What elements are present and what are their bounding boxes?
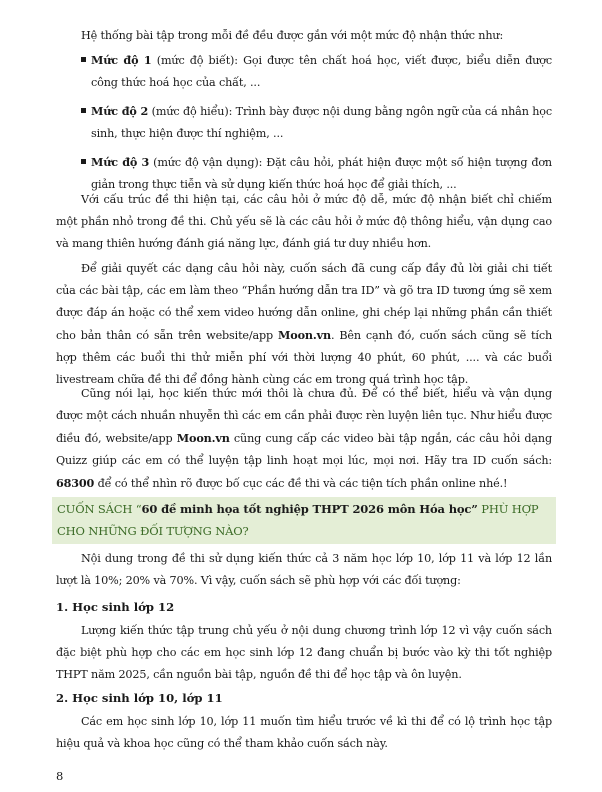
text-run: . Bên cạnh đó, cuốn sách cũng sẽ tích hợp thêm các buổi thi thử miễn phí với thời lượng 40 phút, 60 phút, .... và các buổi livestream chữa đề thi để đồng hành cùng các em trong quá trình học tập. (56, 329, 552, 386)
level-title: Mức độ 3 (91, 155, 150, 169)
level-description: (mức độ vận dụng): Đặt câu hỏi, phát hiện được một số hiện tượng đơn giản trong thực tiễn và sử dụng kiến thức hoá học để giải thích, ... (91, 156, 552, 191)
level-title: Mức độ 1 (91, 53, 152, 67)
section-heading-grade-12: 1. Học sinh lớp 12 (56, 600, 175, 614)
book-id: 68300 (56, 476, 95, 490)
intro-text: Hệ thống bài tập trong mỗi đề đều được gắn với một mức độ nhận thức như: (81, 29, 504, 42)
text-run: cũng cung cấp các video bài tập ngắn, các câu hỏi dạng Quizz giúp các em có thể luyện tập linh hoạt mọi lúc, mọi nơi. Hãy tra ID cuốn sách: (56, 432, 552, 467)
text-run: PHÙ HỢP CHO NHỮNG ĐỐI TƯỢNG NÀO? (57, 502, 539, 538)
level-item (56, 100, 552, 145)
level-description: (mức độ biết): Gọi được tên chất hoá học, viết được, biểu diễn được công thức hoá học của chất, ... (91, 54, 552, 89)
brand-name: Moon.vn (176, 431, 230, 445)
paragraph-solutions (56, 258, 552, 391)
text-run: Cũng nói lại, học kiến thức mới thôi là chưa đủ. Để có thể biết, hiểu và vận dụng được một cách nhuần nhuyễn thì các em cần phải được rèn luyện liên tục. Như hiểu được điều đó, website/app (56, 387, 552, 445)
square-bullet-icon (81, 57, 86, 62)
book-title: 60 đề minh họa tốt nghiệp THPT 2026 môn Hóa học” (141, 502, 478, 516)
text-run: Để giải quyết các dạng câu hỏi này, cuốn sách đã cung cấp đầy đủ lời giải chi tiết của các bài tập, các em làm theo “Phần hướng dẫn tra ID” và gõ tra ID tương ứng sẽ xem được đáp án hoặc có thể xem video hướng dẫn online, ghi chép lại những phần cần thiết cho bản thân có sẵn trên website/app (56, 262, 552, 342)
section-banner (52, 497, 556, 544)
cognitive-levels-list (56, 49, 552, 202)
text-run: CUỐN SÁCH “ (57, 502, 142, 516)
section-heading-grade-10-11: 2. Học sinh lớp 10, lớp 11 (56, 691, 223, 705)
section-body-grade-10-11: Các em học sinh lớp 10, lớp 11 muốn tìm hiểu trước về kì thi để có lộ trình học tập hiệu quả và khoa học cũng có thể tham khảo cuốn sách này. (56, 715, 552, 750)
square-bullet-icon (81, 108, 86, 113)
text-run: để có thể nhìn rõ được bố cục các đề thi và các tiện tích phần online nhé.! (94, 477, 508, 490)
brand-name: Moon.vn (278, 328, 331, 342)
paragraph-content-share: Nội dung trong đề thi sử dụng kiến thức cả 3 năm học lớp 10, lớp 11 và lớp 12 lần lượt là 10%; 20% và 70%. Vì vậy, cuốn sách sẽ phù hợp với các đối tượng: (56, 552, 552, 587)
paragraph-practice (56, 383, 552, 495)
banner-text (57, 498, 548, 542)
level-title: Mức độ 2 (91, 104, 149, 118)
square-bullet-icon (81, 159, 86, 164)
level-item (56, 49, 552, 94)
section-body-grade-12: Lượng kiến thức tập trung chủ yếu ở nội dung chương trình lớp 12 vì vậy cuốn sách đặc biệt phù hợp cho các em học sinh lớp 12 đang chuẩn bị bước vào kỳ thi tốt nghiệp THPT năm 2025, cần nguồn bài tập, nguồn đề thi để học tập và ôn luyện. (56, 624, 552, 681)
level-description: (mức độ hiểu): Trình bày được nội dung bằng ngôn ngữ của cá nhân học sinh, thực hiện được thí nghiệm, ... (91, 105, 552, 140)
paragraph-structure: Với cấu trúc đề thi hiện tại, các câu hỏi ở mức độ dễ, mức độ nhận biết chỉ chiếm một phần nhỏ trong đề thi. Chủ yếu sẽ là các câu hỏi ở mức độ thông hiểu, vận dụng cao và mang thiên hướng đánh giá năng lực, đánh giá tư duy nhiều hơn. (56, 193, 552, 250)
page-number: 8 (56, 769, 64, 783)
